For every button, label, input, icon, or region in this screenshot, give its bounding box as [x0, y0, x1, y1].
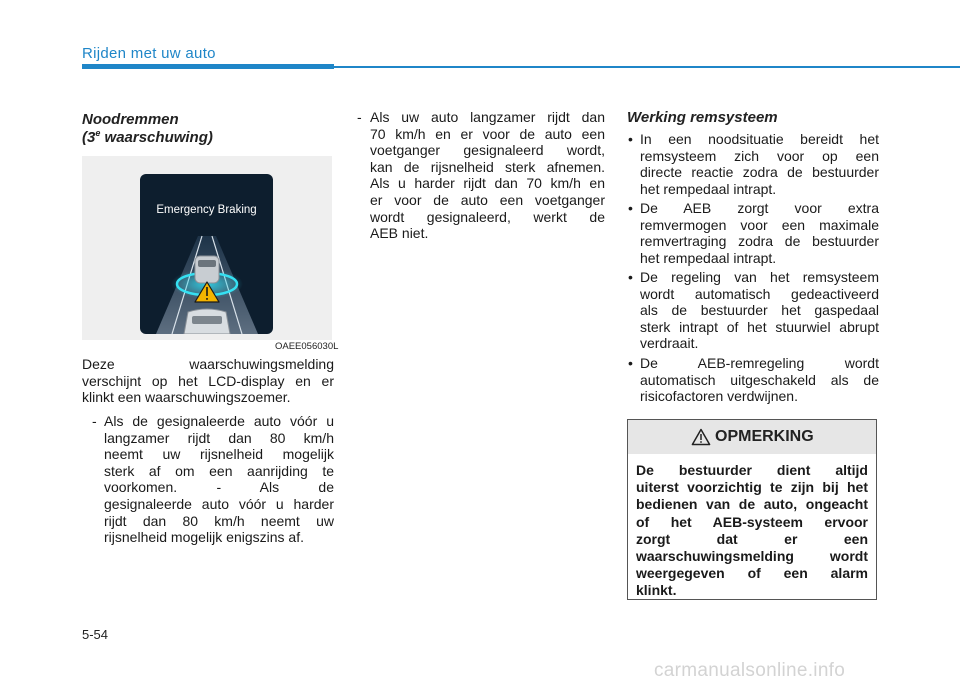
speed-80-item: [104, 413, 334, 546]
section-title: Rijden met uw auto: [82, 45, 216, 62]
text-line: Als uw auto langzamer rijdt dan: [370, 109, 605, 125]
header-rule: [334, 66, 960, 68]
intro-paragraph: [82, 356, 334, 406]
bullet-symbol: •: [628, 355, 633, 371]
text-line: Als u harder rijdt dan 70 km/h en: [370, 175, 605, 192]
bullet-symbol: •: [628, 131, 633, 147]
text-line: bedienen van de auto, ongeacht: [636, 496, 868, 513]
text-line: De AEB zorgt voor extra: [640, 200, 879, 216]
bullet-item: [640, 131, 879, 197]
text-line: wordt automatisch gedeactiveerd: [640, 285, 879, 302]
text-line: verschijnt op het LCD-display en er: [82, 372, 334, 389]
text-line: er voor de auto een voetganger: [370, 191, 605, 208]
text-line: langzamer rijdt dan 80 km/h: [104, 429, 334, 446]
lcd-illustration: [82, 156, 332, 340]
text-line: remvertraging zodra de bestuurder: [640, 233, 879, 250]
note-header: [628, 420, 876, 454]
text-line: automatisch uitgeschakeld als de: [640, 371, 879, 388]
text-line: In een noodsituatie bereidt het: [640, 131, 879, 147]
bullet-item: [640, 355, 879, 405]
text-line: Als de gesignaleerde auto vóór u: [104, 413, 334, 429]
text-line: Deze waarschuwingsmelding: [82, 356, 334, 372]
text-line: verdraait.: [640, 335, 699, 352]
text-line: gesignaleerde auto vóór u harder: [104, 495, 334, 512]
text-line: voorkomen. - Als de: [104, 479, 334, 496]
text-line: of het AEB-systeem ervoor: [636, 513, 868, 530]
text-line: De bestuurder dient altijd: [636, 462, 868, 478]
text-line: 70 km/h en er voor de auto een: [370, 125, 605, 142]
text-line: risicofactoren verdwijnen.: [640, 388, 798, 405]
emergency-braking-heading: [82, 111, 213, 147]
page-number: 5-54: [82, 627, 109, 642]
warning-triangle-icon: [691, 428, 711, 446]
text-line: als de bestuurder het gaspedaal: [640, 302, 879, 319]
bullet-item: [640, 200, 879, 266]
text-line: directe reactie zodra de bestuurder: [640, 164, 879, 181]
heading-line-1: Noodremmen: [82, 111, 179, 128]
text-line: waarschuwingsmelding wordt: [636, 548, 868, 565]
bullet-symbol: •: [628, 200, 633, 216]
text-line: weergegeven of een alarm: [636, 565, 868, 582]
text-line: AEB niet.: [370, 225, 429, 242]
text-line: zorgt dat er een: [636, 530, 868, 547]
speed-70-item: [370, 109, 605, 242]
note-title: OPMERKING: [715, 428, 814, 445]
text-line: klinkt.: [636, 582, 677, 599]
bullet-symbol: •: [628, 269, 633, 285]
heading-line-2: (3e waarschuwing): [82, 128, 213, 146]
text-line: neemt uw rijsnelheid mogelijk: [104, 446, 334, 463]
bullet-item: [640, 269, 879, 352]
text-line: het rempedaal intrapt.: [640, 180, 777, 197]
cluster-display: [140, 174, 273, 334]
text-line: sterk af om een aanrijding te: [104, 462, 334, 479]
note-box: [627, 419, 877, 600]
text-line: De regeling van het remsysteem: [640, 269, 879, 285]
text-line: voetganger gesignaleerd wordt,: [370, 142, 605, 159]
emergency-braking-label: Emergency Braking: [156, 204, 257, 216]
list-dash: -: [357, 109, 362, 125]
text-line: rijsnelheid mogelijk enigszins af.: [104, 529, 304, 546]
road-scene-graphic: [140, 174, 273, 334]
section-title-bar: [82, 64, 334, 69]
list-dash: -: [92, 413, 97, 429]
figure-code: OAEE056030L: [275, 341, 339, 352]
text-line: klinkt een waarschuwingszoemer.: [82, 389, 291, 406]
text-line: het rempedaal intrapt.: [640, 249, 777, 266]
brake-system-heading: Werking remsysteem: [627, 109, 778, 126]
text-line: De AEB-remregeling wordt: [640, 355, 879, 371]
text-line: sterk intrapt of het stuurwiel abrupt: [640, 318, 879, 335]
text-line: remsysteem zich voor op een: [640, 147, 879, 164]
watermark: carmanualsonline.info: [654, 660, 846, 681]
text-line: uiterst voorzichtig te zijn bij het: [636, 479, 868, 496]
text-line: remvermogen voor een maximale: [640, 216, 879, 233]
text-line: wordt gesignaleerd, werkt de: [370, 208, 605, 225]
text-line: kan de rijsnelheid sterk afnemen.: [370, 158, 605, 175]
text-line: rijdt dan 80 km/h neemt uw: [104, 512, 334, 529]
note-text: [636, 462, 868, 600]
